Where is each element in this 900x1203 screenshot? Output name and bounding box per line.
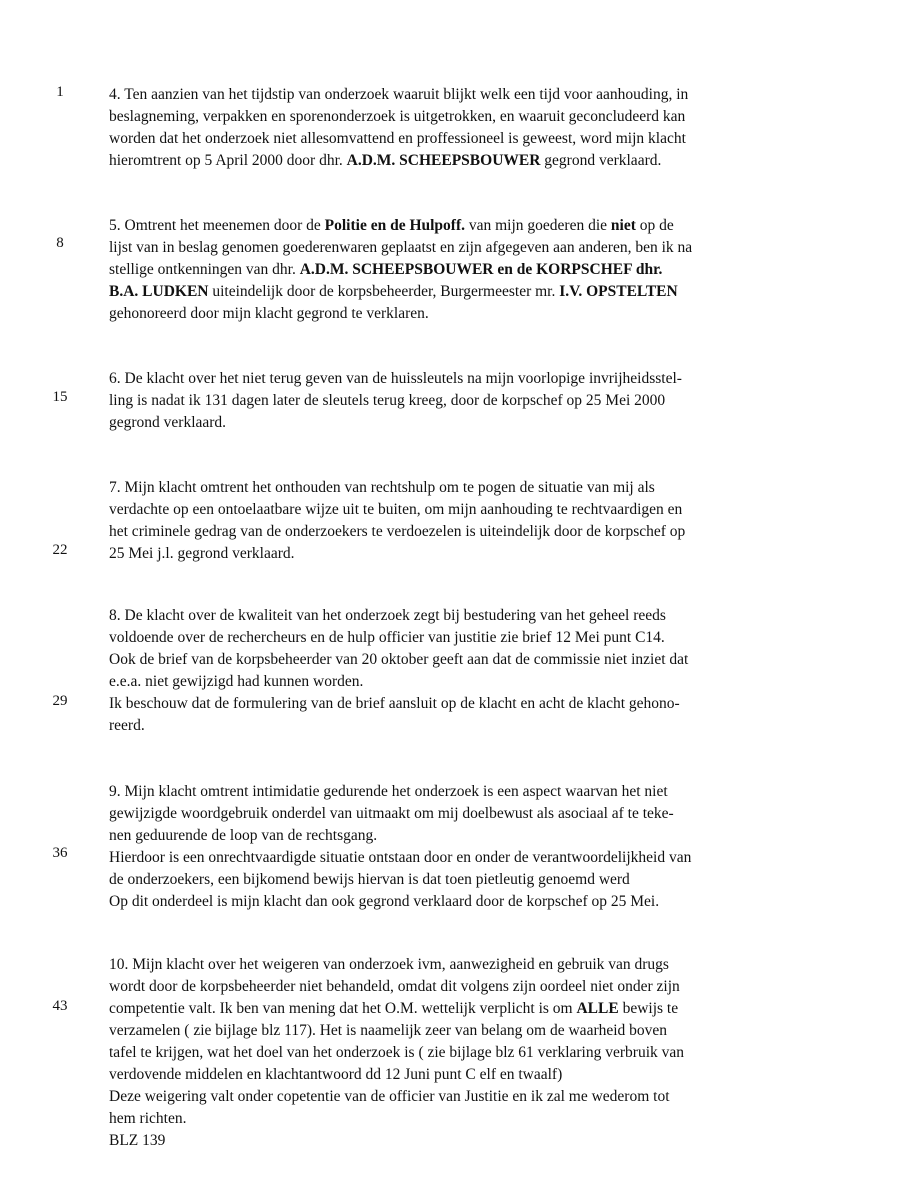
text-line: Op dit onderdeel is mijn klacht dan ook gegrond verklaard door de korpschef op 25 Mei. [109,893,660,910]
text-line: lijst van in beslag genomen goederenwaren geplaatst en zijn afgegeven aan anderen, ben ik na [109,239,693,256]
text-line: beslagneming, verpakken en sporenonderzoek is uitgetrokken, en waaruit geconcludeerd kan [109,108,686,125]
text-line: de onderzoekers, een bijkomend bewijs hiervan is dat toen pietleutig genoemd werd [109,871,630,888]
text-line: 9. Mijn klacht omtrent intimidatie gedurende het onderzoek is een aspect waarvan het niet [109,783,668,800]
line-number: 1 [56,84,64,100]
text-line: ling is nadat ik 131 dagen later de sleutels terug kreeg, door de korpschef op 25 Mei 2000 [109,392,666,409]
line-number: 29 [52,693,68,709]
text-line: 8. De klacht over de kwaliteit van het onderzoek zegt bij bestudering van het geheel reeds [109,607,666,624]
text-line: hem richten. [109,1110,187,1127]
text-line: stellige ontkenningen van dhr. A.D.M. SCHEEPSBOUWER en de KORPSCHEF dhr. [109,261,663,278]
text-line: verdovende middelen en klachtantwoord dd 12 Juni punt C elf en twaalf) [109,1066,563,1083]
text-line: reerd. [109,717,145,734]
text-line: hieromtrent op 5 April 2000 door dhr. A.D.M. SCHEEPSBOUWER gegrond verklaard. [109,152,662,169]
text-line: 25 Mei j.l. gegrond verklaard. [109,545,295,562]
line-number: 8 [56,235,64,251]
text-line: 7. Mijn klacht omtrent het onthouden van rechtshulp om te pogen de situatie van mij als [109,479,655,496]
text-line: B.A. LUDKEN uiteindelijk door de korpsbeheerder, Burgermeester mr. I.V. OPSTELTEN [109,283,678,300]
text-line: 6. De klacht over het niet terug geven van de huissleutels na mijn voorlopige invrijheidsstel- [109,370,682,387]
text-line: gehonoreerd door mijn klacht gegrond te verklaren. [109,305,429,322]
text-line: Ik beschouw dat de formulering van de brief aansluit op de klacht en acht de klacht gehono- [109,695,680,712]
text-line: worden dat het onderzoek niet allesomvattend en proffessioneel is geweest, word mijn klacht [109,130,686,147]
page-footer: BLZ 139 [109,1132,166,1149]
text-line: 4. Ten aanzien van het tijdstip van onderzoek waaruit blijkt welk een tijd voor aanhouding, in [109,86,689,103]
text-line: Hierdoor is een onrechtvaardigde situatie ontstaan door en onder de verantwoordelijkheid van [109,849,692,866]
text-line: Ook de brief van de korpsbeheerder van 20 oktober geeft aan dat de commissie niet inziet dat [109,651,689,668]
text-line: 10. Mijn klacht over het weigeren van onderzoek ivm, aanwezigheid en gebruik van drugs [109,956,669,973]
text-line: wordt door de korpsbeheerder niet behandeld, omdat dit volgens zijn oordeel niet onder zijn [109,978,680,995]
text-line: het criminele gedrag van de onderzoekers te verdoezelen is uiteindelijk door de korpschef op [109,523,686,540]
line-number: 15 [52,389,68,405]
line-number: 43 [52,998,68,1014]
line-number: 36 [52,845,68,861]
text-line: verzamelen ( zie bijlage blz 117). Het is naamelijk zeer van belang om de waarheid boven [109,1022,668,1039]
text-line: gewijzigde woordgebruik onderdel van uitmaakt om mij doelbewust als asociaal af te teke- [109,805,674,822]
text-line: voldoende over de rechercheurs en de hulp officier van justitie zie brief 12 Mei punt C14. [109,629,665,646]
text-line: 5. Omtrent het meenemen door de Politie en de Hulpoff. van mijn goederen die niet op de [109,217,674,234]
text-line: nen geduurende de loop van de rechtsgang. [109,827,378,844]
text-line: gegrond verklaard. [109,414,227,431]
text-line: Deze weigering valt onder copetentie van de officier van Justitie en ik zal me wederom tot [109,1088,670,1105]
text-line: verdachte op een ontoelaatbare wijze uit te buiten, om mijn aanhouding te rechtvaardigen en [109,501,683,518]
text-line: competentie valt. Ik ben van mening dat het O.M. wettelijk verplicht is om ALLE bewijs te [109,1000,679,1017]
line-number: 22 [52,542,68,558]
text-line: e.e.a. niet gewijzigd had kunnen worden. [109,673,364,690]
text-line: tafel te krijgen, wat het doel van het onderzoek is ( zie bijlage blz 61 verklaring verbruik van [109,1044,685,1061]
